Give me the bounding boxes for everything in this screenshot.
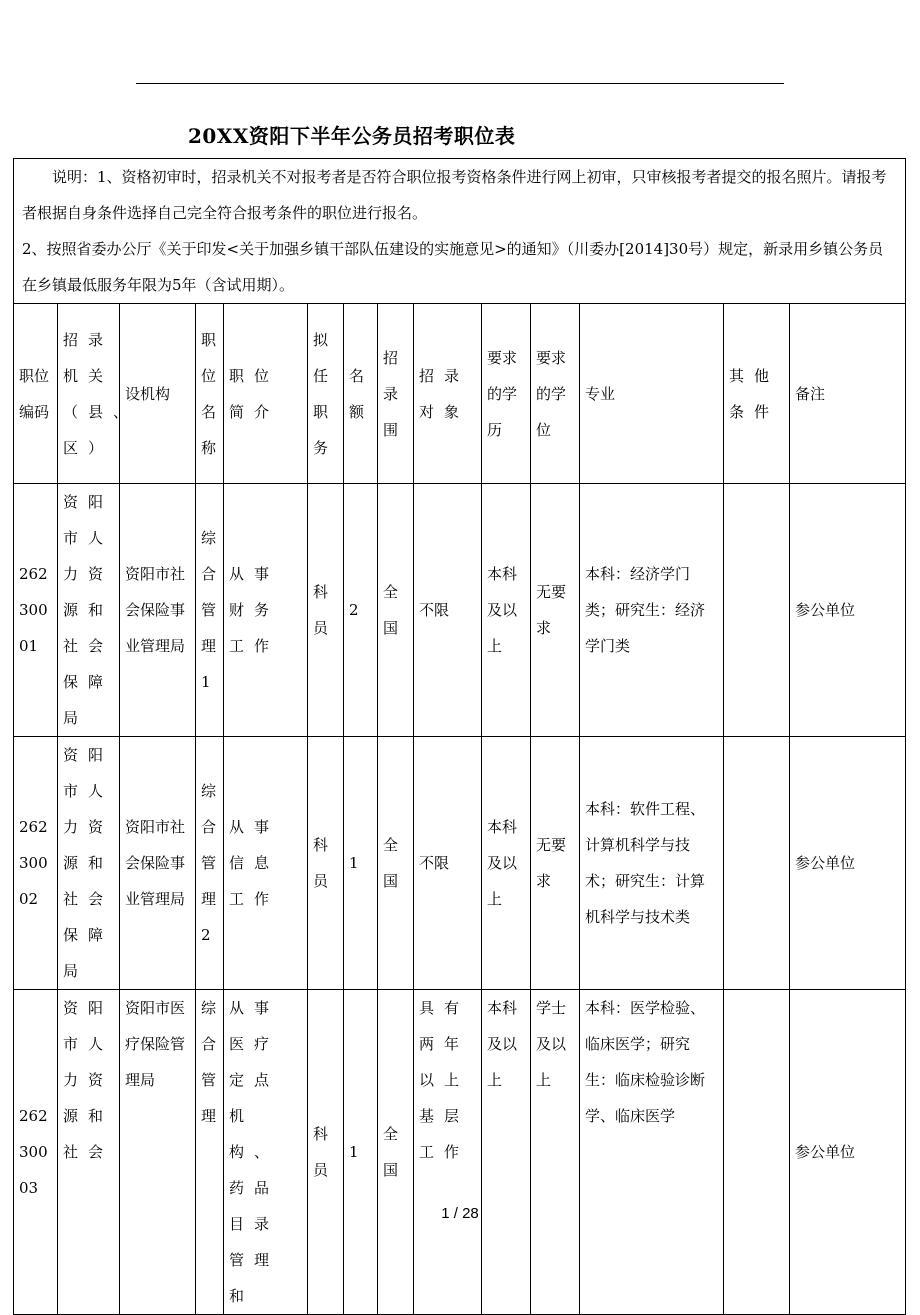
- cell-degree: 学士及以上: [531, 990, 580, 1315]
- cell-name: 综合管理2: [196, 737, 224, 990]
- header-quota: 名额: [344, 304, 378, 484]
- cell-edu: 本科及以上: [482, 990, 531, 1315]
- header-name: 职位名称: [196, 304, 224, 484]
- cell-other: [724, 484, 790, 737]
- header-target: 招录对象: [414, 304, 482, 484]
- header-degree: 要求的学位: [531, 304, 580, 484]
- cell-agency: 资阳市人力资源和社会: [58, 990, 120, 1315]
- header-intro: 职位简介: [224, 304, 308, 484]
- cell-intro: 从事财务工作: [224, 484, 308, 737]
- cell-code: 26230003: [14, 990, 58, 1315]
- position-table: [13, 158, 906, 1315]
- cell-quota: 1: [344, 737, 378, 990]
- header-scope: 招录围: [378, 304, 414, 484]
- cell-agency: 资阳市人力资源和社会保障局: [58, 484, 120, 737]
- cell-edu: 本科及以上: [482, 737, 531, 990]
- cell-intro: 从事信息工作: [224, 737, 308, 990]
- cell-remark: 参公单位: [790, 990, 906, 1315]
- cell-quota: 2: [344, 484, 378, 737]
- cell-major: 本科：医学检验、临床医学；研究生：临床检验诊断学、临床医学: [580, 990, 724, 1315]
- header-rule: [136, 83, 784, 84]
- cell-target: 具有两年以上基层工作: [414, 990, 482, 1315]
- cell-duty: 科员: [308, 484, 344, 737]
- note-cell: [14, 159, 906, 304]
- header-code: 职位编码: [14, 304, 58, 484]
- page-title: 20XX资阳下半年公务员招考职位表: [188, 124, 516, 148]
- cell-scope: 全国: [378, 990, 414, 1315]
- header-unit: 设机构: [120, 304, 196, 484]
- cell-degree: 无要求: [531, 484, 580, 737]
- header-edu: 要求的学历: [482, 304, 531, 484]
- cell-intro: 从事医疗定点机构、药品目录管理和: [224, 990, 308, 1315]
- header-remark: 备注: [790, 304, 906, 484]
- table-row: [14, 737, 906, 990]
- note-paragraph-2: 2、按照省委办公厅《关于印发<关于加强乡镇干部队伍建设的实施意见>的通知》（川委办[2014]30号）规定，新录用乡镇公务员在乡镇最低服务年限为5年（含试用期）。: [22, 240, 884, 294]
- cell-scope: 全国: [378, 484, 414, 737]
- cell-code: 26230001: [14, 484, 58, 737]
- cell-unit: 资阳市医疗保险管理局: [120, 990, 196, 1315]
- table-row: [14, 990, 906, 1315]
- cell-scope: 全国: [378, 737, 414, 990]
- cell-name: 综合管理: [196, 990, 224, 1315]
- cell-quota: 1: [344, 990, 378, 1315]
- cell-unit: 资阳市社会保险事业管理局: [120, 484, 196, 737]
- cell-target: 不限: [414, 484, 482, 737]
- header-other: 其他条件: [724, 304, 790, 484]
- header-agency: 招录机关（县、区）: [58, 304, 120, 484]
- header-major: 专业: [580, 304, 724, 484]
- cell-degree: 无要求: [531, 737, 580, 990]
- cell-code: 26230002: [14, 737, 58, 990]
- note-paragraph-1: 说明：1、资格初审时，招录机关不对报考者是否符合职位报考资格条件进行网上初审，只审核报考者提交的报名照片。请报考者根据自身条件选择自己完全符合报考条件的职位进行报名。: [22, 168, 887, 222]
- cell-agency: 资阳市人力资源和社会保障局: [58, 737, 120, 990]
- table-row: [14, 484, 906, 737]
- cell-other: [724, 737, 790, 990]
- cell-duty: 科员: [308, 737, 344, 990]
- cell-remark: 参公单位: [790, 737, 906, 990]
- cell-unit: 资阳市社会保险事业管理局: [120, 737, 196, 990]
- cell-major: 本科：软件工程、计算机科学与技术；研究生：计算机科学与技术类: [580, 737, 724, 990]
- header-duty: 拟任职务: [308, 304, 344, 484]
- cell-other: [724, 990, 790, 1315]
- cell-target: 不限: [414, 737, 482, 990]
- cell-duty: 科员: [308, 990, 344, 1315]
- cell-major: 本科：经济学门类；研究生：经济学门类: [580, 484, 724, 737]
- page-number: 1 / 28: [441, 1205, 479, 1222]
- cell-name: 综合管理1: [196, 484, 224, 737]
- header-row: [14, 304, 906, 484]
- cell-remark: 参公单位: [790, 484, 906, 737]
- note-row: [14, 159, 906, 304]
- cell-edu: 本科及以上: [482, 484, 531, 737]
